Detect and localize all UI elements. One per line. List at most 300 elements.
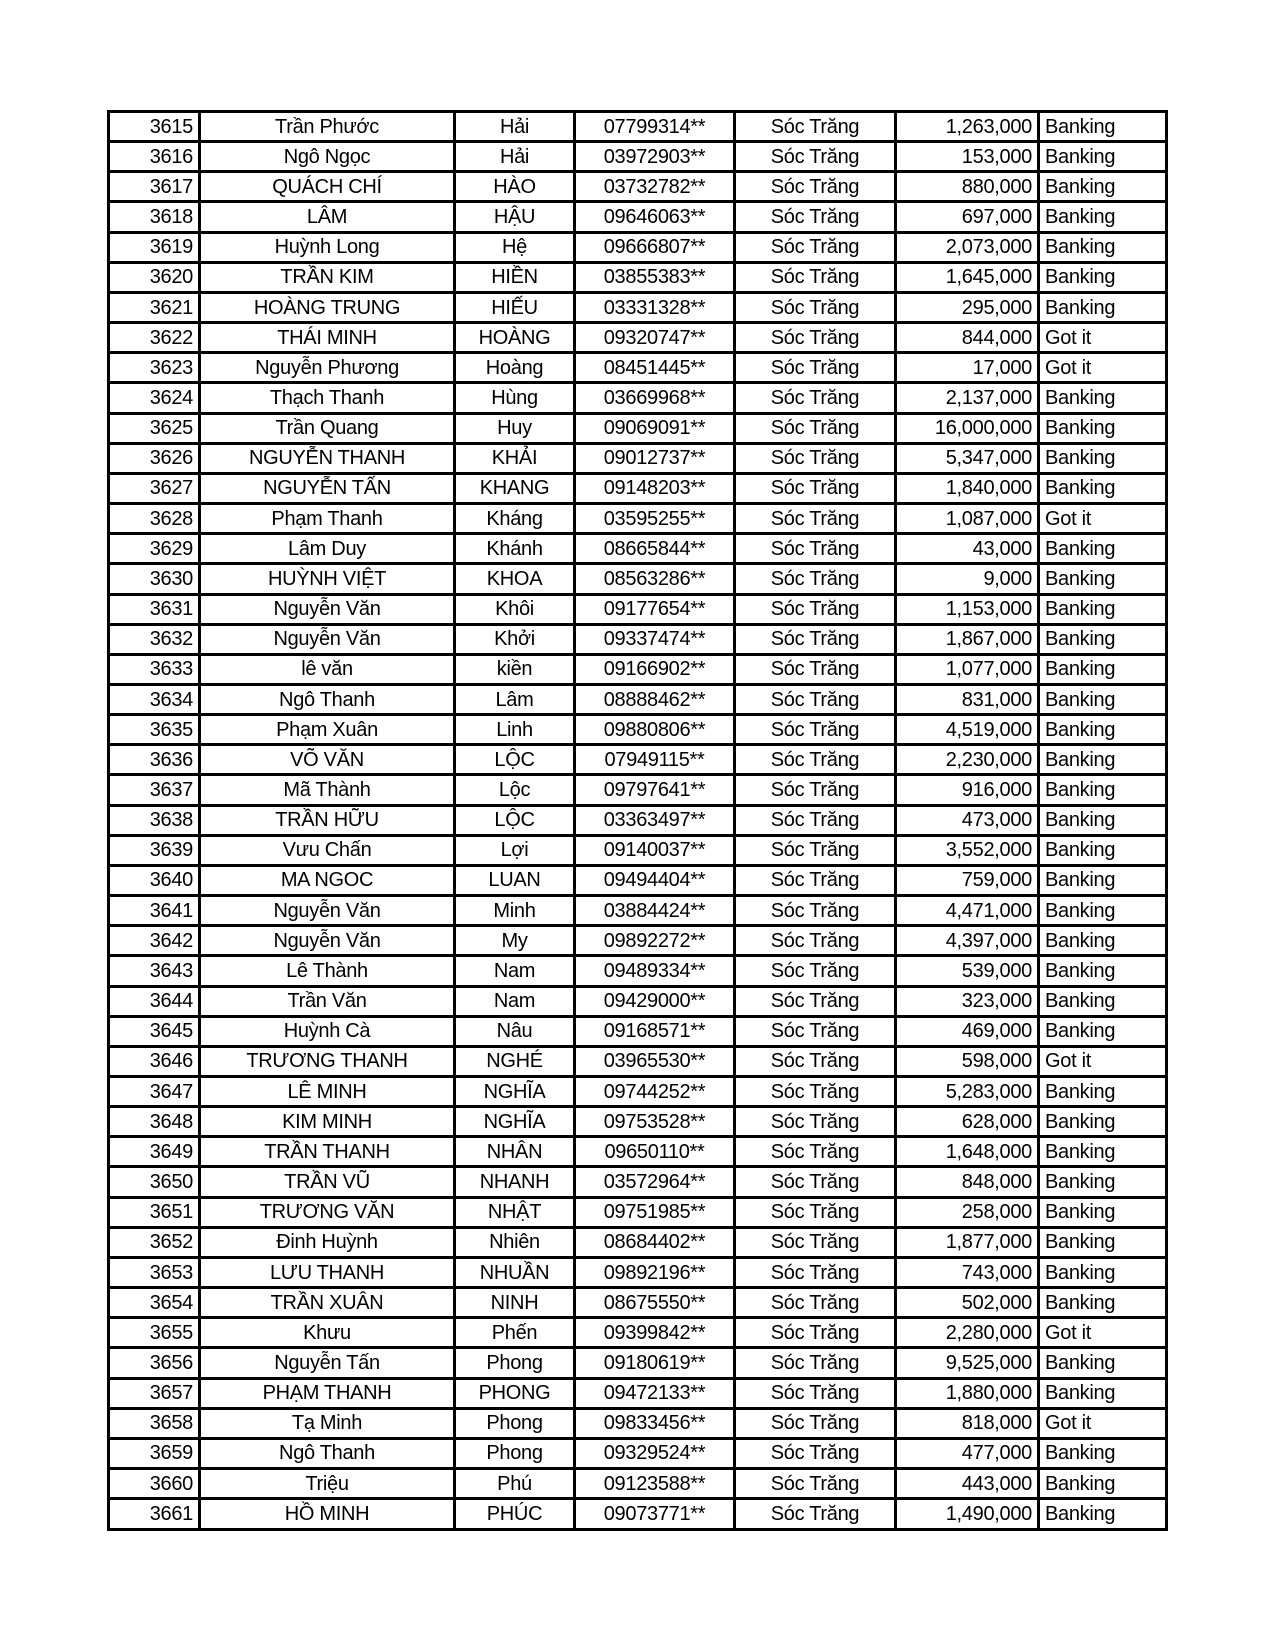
cell-row-index: 3616 [109, 142, 200, 172]
cell-row-index: 3655 [109, 1318, 200, 1348]
cell-last-name: NHANH [455, 1167, 575, 1197]
cell-last-name: Lộc [455, 775, 575, 805]
cell-row-index: 3661 [109, 1499, 200, 1530]
table-row [109, 1077, 1167, 1107]
cell-province: Sóc Trăng [735, 292, 896, 322]
cell-amount: 477,000 [896, 1438, 1039, 1468]
cell-province: Sóc Trăng [735, 1408, 896, 1438]
cell-province: Sóc Trăng [735, 172, 896, 202]
cell-first-name: Trần Phước [200, 112, 455, 142]
table-row [109, 413, 1167, 443]
table-row [109, 202, 1167, 232]
cell-phone-number: 03884424** [575, 896, 735, 926]
cell-status: Banking [1039, 1016, 1167, 1046]
cell-first-name: TRƯƠNG VĂN [200, 1197, 455, 1227]
cell-phone-number: 03595255** [575, 504, 735, 534]
cell-row-index: 3618 [109, 202, 200, 232]
cell-status: Banking [1039, 684, 1167, 714]
cell-status: Got it [1039, 1408, 1167, 1438]
cell-status: Banking [1039, 986, 1167, 1016]
cell-amount: 16,000,000 [896, 413, 1039, 443]
cell-first-name: TRẦN XUÂN [200, 1288, 455, 1318]
cell-status: Banking [1039, 1197, 1167, 1227]
cell-amount: 1,880,000 [896, 1378, 1039, 1408]
cell-last-name: Hệ [455, 232, 575, 262]
cell-status: Banking [1039, 1107, 1167, 1137]
cell-first-name: Ngô Thanh [200, 1438, 455, 1468]
table-row [109, 1288, 1167, 1318]
cell-last-name: Hùng [455, 383, 575, 413]
cell-status: Banking [1039, 654, 1167, 684]
records-table-body [109, 112, 1167, 1530]
cell-last-name: Minh [455, 896, 575, 926]
cell-row-index: 3657 [109, 1378, 200, 1408]
cell-last-name: Hải [455, 142, 575, 172]
cell-status: Banking [1039, 956, 1167, 986]
cell-last-name: Kháng [455, 504, 575, 534]
cell-status: Banking [1039, 1137, 1167, 1167]
cell-amount: 4,519,000 [896, 715, 1039, 745]
cell-first-name: THÁI MINH [200, 323, 455, 353]
table-row [109, 443, 1167, 473]
cell-row-index: 3638 [109, 805, 200, 835]
cell-status: Banking [1039, 1288, 1167, 1318]
cell-phone-number: 09329524** [575, 1438, 735, 1468]
cell-amount: 628,000 [896, 1107, 1039, 1137]
cell-first-name: Tạ Minh [200, 1408, 455, 1438]
cell-row-index: 3654 [109, 1288, 200, 1318]
cell-last-name: HÀO [455, 172, 575, 202]
cell-phone-number: 09399842** [575, 1318, 735, 1348]
records-table [107, 110, 1168, 1531]
table-row [109, 262, 1167, 292]
cell-first-name: PHẠM THANH [200, 1378, 455, 1408]
cell-first-name: HOÀNG TRUNG [200, 292, 455, 322]
cell-phone-number: 09123588** [575, 1469, 735, 1499]
table-row [109, 1469, 1167, 1499]
cell-first-name: TRẦN VŨ [200, 1167, 455, 1197]
cell-last-name: NHUẦN [455, 1257, 575, 1287]
table-row [109, 1318, 1167, 1348]
cell-amount: 1,867,000 [896, 624, 1039, 654]
cell-amount: 1,840,000 [896, 473, 1039, 503]
cell-row-index: 3619 [109, 232, 200, 262]
table-row [109, 292, 1167, 322]
cell-phone-number: 09646063** [575, 202, 735, 232]
cell-amount: 1,263,000 [896, 112, 1039, 142]
cell-first-name: Nguyễn Văn [200, 594, 455, 624]
cell-status: Banking [1039, 262, 1167, 292]
cell-amount: 1,648,000 [896, 1137, 1039, 1167]
table-row [109, 956, 1167, 986]
cell-last-name: KHANG [455, 473, 575, 503]
cell-first-name: LƯU THANH [200, 1257, 455, 1287]
cell-amount: 443,000 [896, 1469, 1039, 1499]
cell-status: Banking [1039, 1348, 1167, 1378]
cell-status: Got it [1039, 504, 1167, 534]
cell-last-name: Hải [455, 112, 575, 142]
cell-status: Banking [1039, 775, 1167, 805]
table-row [109, 594, 1167, 624]
cell-province: Sóc Trăng [735, 835, 896, 865]
table-row [109, 624, 1167, 654]
cell-row-index: 3658 [109, 1408, 200, 1438]
cell-first-name: Phạm Xuân [200, 715, 455, 745]
cell-status: Banking [1039, 292, 1167, 322]
cell-phone-number: 09666807** [575, 232, 735, 262]
cell-last-name: NGHĨA [455, 1077, 575, 1107]
cell-status: Banking [1039, 835, 1167, 865]
cell-first-name: Khưu [200, 1318, 455, 1348]
cell-last-name: HOÀNG [455, 323, 575, 353]
cell-phone-number: 09880806** [575, 715, 735, 745]
cell-status: Banking [1039, 202, 1167, 232]
cell-phone-number: 09148203** [575, 473, 735, 503]
cell-amount: 153,000 [896, 142, 1039, 172]
cell-province: Sóc Trăng [735, 654, 896, 684]
table-row [109, 896, 1167, 926]
cell-row-index: 3660 [109, 1469, 200, 1499]
cell-status: Banking [1039, 383, 1167, 413]
cell-row-index: 3636 [109, 745, 200, 775]
cell-province: Sóc Trăng [735, 534, 896, 564]
cell-last-name: NGHĨA [455, 1107, 575, 1137]
cell-province: Sóc Trăng [735, 745, 896, 775]
cell-row-index: 3641 [109, 896, 200, 926]
cell-first-name: Lâm Duy [200, 534, 455, 564]
cell-row-index: 3642 [109, 926, 200, 956]
cell-province: Sóc Trăng [735, 1378, 896, 1408]
cell-first-name: Lê Thành [200, 956, 455, 986]
table-row [109, 504, 1167, 534]
cell-first-name: Huỳnh Cà [200, 1016, 455, 1046]
cell-amount: 5,283,000 [896, 1077, 1039, 1107]
cell-phone-number: 09472133** [575, 1378, 735, 1408]
cell-first-name: NGUYỄN THANH [200, 443, 455, 473]
cell-row-index: 3628 [109, 504, 200, 534]
table-row [109, 805, 1167, 835]
cell-first-name: Ngô Ngọc [200, 142, 455, 172]
cell-phone-number: 09797641** [575, 775, 735, 805]
cell-province: Sóc Trăng [735, 715, 896, 745]
cell-province: Sóc Trăng [735, 262, 896, 292]
cell-amount: 1,077,000 [896, 654, 1039, 684]
cell-status: Banking [1039, 715, 1167, 745]
table-row [109, 112, 1167, 142]
cell-last-name: Nam [455, 956, 575, 986]
cell-province: Sóc Trăng [735, 1107, 896, 1137]
cell-last-name: kiền [455, 654, 575, 684]
cell-province: Sóc Trăng [735, 1167, 896, 1197]
cell-row-index: 3640 [109, 865, 200, 895]
cell-last-name: Phến [455, 1318, 575, 1348]
cell-phone-number: 09320747** [575, 323, 735, 353]
cell-first-name: HỒ MINH [200, 1499, 455, 1530]
cell-first-name: Trần Quang [200, 413, 455, 443]
cell-first-name: lê văn [200, 654, 455, 684]
cell-first-name: TRẦN THANH [200, 1137, 455, 1167]
cell-amount: 4,397,000 [896, 926, 1039, 956]
cell-phone-number: 03363497** [575, 805, 735, 835]
cell-amount: 1,490,000 [896, 1499, 1039, 1530]
cell-province: Sóc Trăng [735, 1227, 896, 1257]
cell-first-name: MA NGOC [200, 865, 455, 895]
table-row [109, 1046, 1167, 1076]
cell-last-name: Phong [455, 1408, 575, 1438]
cell-amount: 831,000 [896, 684, 1039, 714]
cell-row-index: 3622 [109, 323, 200, 353]
table-row [109, 1348, 1167, 1378]
cell-first-name: Phạm Thanh [200, 504, 455, 534]
cell-amount: 4,471,000 [896, 896, 1039, 926]
cell-phone-number: 09180619** [575, 1348, 735, 1378]
cell-phone-number: 09751985** [575, 1197, 735, 1227]
cell-amount: 17,000 [896, 353, 1039, 383]
cell-amount: 598,000 [896, 1046, 1039, 1076]
cell-first-name: Vưu Chấn [200, 835, 455, 865]
cell-last-name: Nhiên [455, 1227, 575, 1257]
cell-row-index: 3650 [109, 1167, 200, 1197]
cell-status: Banking [1039, 624, 1167, 654]
cell-first-name: Nguyễn Văn [200, 624, 455, 654]
cell-phone-number: 03972903** [575, 142, 735, 172]
table-row [109, 383, 1167, 413]
cell-province: Sóc Trăng [735, 564, 896, 594]
cell-first-name: Nguyễn Phương [200, 353, 455, 383]
cell-last-name: HIỀN [455, 262, 575, 292]
cell-status: Banking [1039, 1469, 1167, 1499]
cell-amount: 502,000 [896, 1288, 1039, 1318]
cell-phone-number: 09012737** [575, 443, 735, 473]
cell-status: Got it [1039, 1046, 1167, 1076]
cell-first-name: Nguyễn Tấn [200, 1348, 455, 1378]
cell-last-name: LUAN [455, 865, 575, 895]
cell-province: Sóc Trăng [735, 202, 896, 232]
cell-amount: 743,000 [896, 1257, 1039, 1287]
table-row [109, 1137, 1167, 1167]
table-row [109, 865, 1167, 895]
cell-row-index: 3626 [109, 443, 200, 473]
cell-amount: 1,877,000 [896, 1227, 1039, 1257]
cell-last-name: Phú [455, 1469, 575, 1499]
cell-province: Sóc Trăng [735, 1046, 896, 1076]
cell-amount: 1,153,000 [896, 594, 1039, 624]
cell-row-index: 3639 [109, 835, 200, 865]
cell-row-index: 3629 [109, 534, 200, 564]
cell-status: Banking [1039, 443, 1167, 473]
cell-province: Sóc Trăng [735, 684, 896, 714]
cell-last-name: LỘC [455, 745, 575, 775]
cell-province: Sóc Trăng [735, 232, 896, 262]
cell-phone-number: 08684402** [575, 1227, 735, 1257]
cell-first-name: Huỳnh Long [200, 232, 455, 262]
cell-phone-number: 03572964** [575, 1167, 735, 1197]
cell-province: Sóc Trăng [735, 1197, 896, 1227]
cell-row-index: 3637 [109, 775, 200, 805]
cell-status: Banking [1039, 805, 1167, 835]
cell-last-name: LỘC [455, 805, 575, 835]
cell-last-name: Lâm [455, 684, 575, 714]
table-row [109, 1257, 1167, 1287]
cell-status: Banking [1039, 232, 1167, 262]
cell-province: Sóc Trăng [735, 1318, 896, 1348]
cell-first-name: Đinh Huỳnh [200, 1227, 455, 1257]
cell-first-name: HUỲNH VIỆT [200, 564, 455, 594]
cell-phone-number: 09892272** [575, 926, 735, 956]
cell-amount: 258,000 [896, 1197, 1039, 1227]
cell-status: Banking [1039, 1227, 1167, 1257]
cell-status: Banking [1039, 594, 1167, 624]
cell-province: Sóc Trăng [735, 926, 896, 956]
cell-row-index: 3635 [109, 715, 200, 745]
cell-province: Sóc Trăng [735, 1438, 896, 1468]
cell-status: Banking [1039, 413, 1167, 443]
cell-status: Banking [1039, 473, 1167, 503]
cell-status: Banking [1039, 172, 1167, 202]
cell-phone-number: 03855383** [575, 262, 735, 292]
table-row [109, 1107, 1167, 1137]
cell-status: Got it [1039, 353, 1167, 383]
cell-province: Sóc Trăng [735, 624, 896, 654]
cell-province: Sóc Trăng [735, 865, 896, 895]
cell-last-name: Huy [455, 413, 575, 443]
cell-row-index: 3647 [109, 1077, 200, 1107]
cell-first-name: Mã Thành [200, 775, 455, 805]
cell-last-name: KHẢI [455, 443, 575, 473]
cell-row-index: 3621 [109, 292, 200, 322]
cell-province: Sóc Trăng [735, 896, 896, 926]
table-row [109, 684, 1167, 714]
cell-province: Sóc Trăng [735, 1348, 896, 1378]
cell-province: Sóc Trăng [735, 504, 896, 534]
cell-province: Sóc Trăng [735, 594, 896, 624]
cell-first-name: Thạch Thanh [200, 383, 455, 413]
cell-amount: 3,552,000 [896, 835, 1039, 865]
cell-status: Banking [1039, 1077, 1167, 1107]
cell-row-index: 3653 [109, 1257, 200, 1287]
cell-first-name: QUÁCH CHÍ [200, 172, 455, 202]
cell-row-index: 3627 [109, 473, 200, 503]
cell-amount: 2,073,000 [896, 232, 1039, 262]
table-row [109, 473, 1167, 503]
cell-status: Banking [1039, 1499, 1167, 1530]
cell-status: Banking [1039, 926, 1167, 956]
cell-amount: 1,087,000 [896, 504, 1039, 534]
cell-status: Banking [1039, 1378, 1167, 1408]
table-row [109, 1499, 1167, 1530]
cell-province: Sóc Trăng [735, 775, 896, 805]
cell-last-name: Khôi [455, 594, 575, 624]
cell-last-name: Lợi [455, 835, 575, 865]
cell-phone-number: 03965530** [575, 1046, 735, 1076]
table-row [109, 1378, 1167, 1408]
cell-amount: 469,000 [896, 1016, 1039, 1046]
table-row [109, 775, 1167, 805]
cell-last-name: My [455, 926, 575, 956]
cell-phone-number: 03331328** [575, 292, 735, 322]
cell-row-index: 3659 [109, 1438, 200, 1468]
cell-last-name: Khởi [455, 624, 575, 654]
cell-province: Sóc Trăng [735, 383, 896, 413]
cell-status: Banking [1039, 1257, 1167, 1287]
cell-phone-number: 09494404** [575, 865, 735, 895]
cell-first-name: TRƯƠNG THANH [200, 1046, 455, 1076]
cell-first-name: Trần Văn [200, 986, 455, 1016]
cell-phone-number: 03732782** [575, 172, 735, 202]
cell-status: Got it [1039, 323, 1167, 353]
cell-province: Sóc Trăng [735, 112, 896, 142]
cell-last-name: Hoàng [455, 353, 575, 383]
cell-province: Sóc Trăng [735, 986, 896, 1016]
cell-amount: 759,000 [896, 865, 1039, 895]
cell-phone-number: 09177654** [575, 594, 735, 624]
cell-phone-number: 09429000** [575, 986, 735, 1016]
cell-last-name: Nam [455, 986, 575, 1016]
table-row [109, 172, 1167, 202]
cell-amount: 473,000 [896, 805, 1039, 835]
cell-amount: 697,000 [896, 202, 1039, 232]
cell-first-name: VÕ VĂN [200, 745, 455, 775]
table-row [109, 1227, 1167, 1257]
cell-phone-number: 09168571** [575, 1016, 735, 1046]
cell-last-name: Khánh [455, 534, 575, 564]
cell-status: Got it [1039, 1318, 1167, 1348]
cell-last-name: NHẬT [455, 1197, 575, 1227]
cell-phone-number: 09892196** [575, 1257, 735, 1287]
cell-status: Banking [1039, 564, 1167, 594]
cell-row-index: 3644 [109, 986, 200, 1016]
cell-amount: 916,000 [896, 775, 1039, 805]
cell-first-name: TRẦN KIM [200, 262, 455, 292]
cell-row-index: 3648 [109, 1107, 200, 1137]
cell-row-index: 3645 [109, 1016, 200, 1046]
cell-amount: 2,230,000 [896, 745, 1039, 775]
cell-row-index: 3631 [109, 594, 200, 624]
cell-last-name: NINH [455, 1288, 575, 1318]
cell-row-index: 3634 [109, 684, 200, 714]
cell-row-index: 3630 [109, 564, 200, 594]
cell-province: Sóc Trăng [735, 956, 896, 986]
table-row [109, 986, 1167, 1016]
cell-row-index: 3632 [109, 624, 200, 654]
cell-last-name: Phong [455, 1438, 575, 1468]
cell-last-name: Phong [455, 1348, 575, 1378]
cell-province: Sóc Trăng [735, 473, 896, 503]
cell-phone-number: 09166902** [575, 654, 735, 684]
cell-province: Sóc Trăng [735, 413, 896, 443]
cell-first-name: LÊ MINH [200, 1077, 455, 1107]
cell-first-name: LÂM [200, 202, 455, 232]
cell-last-name: NGHÉ [455, 1046, 575, 1076]
cell-amount: 844,000 [896, 323, 1039, 353]
cell-first-name: NGUYỄN TẤN [200, 473, 455, 503]
cell-status: Banking [1039, 896, 1167, 926]
table-row [109, 835, 1167, 865]
cell-last-name: HẬU [455, 202, 575, 232]
cell-amount: 818,000 [896, 1408, 1039, 1438]
cell-row-index: 3649 [109, 1137, 200, 1167]
cell-first-name: Ngô Thanh [200, 684, 455, 714]
cell-status: Banking [1039, 142, 1167, 172]
cell-amount: 9,525,000 [896, 1348, 1039, 1378]
cell-row-index: 3656 [109, 1348, 200, 1378]
cell-phone-number: 08563286** [575, 564, 735, 594]
table-row [109, 353, 1167, 383]
cell-status: Banking [1039, 1167, 1167, 1197]
cell-row-index: 3643 [109, 956, 200, 986]
cell-province: Sóc Trăng [735, 1016, 896, 1046]
cell-amount: 2,280,000 [896, 1318, 1039, 1348]
